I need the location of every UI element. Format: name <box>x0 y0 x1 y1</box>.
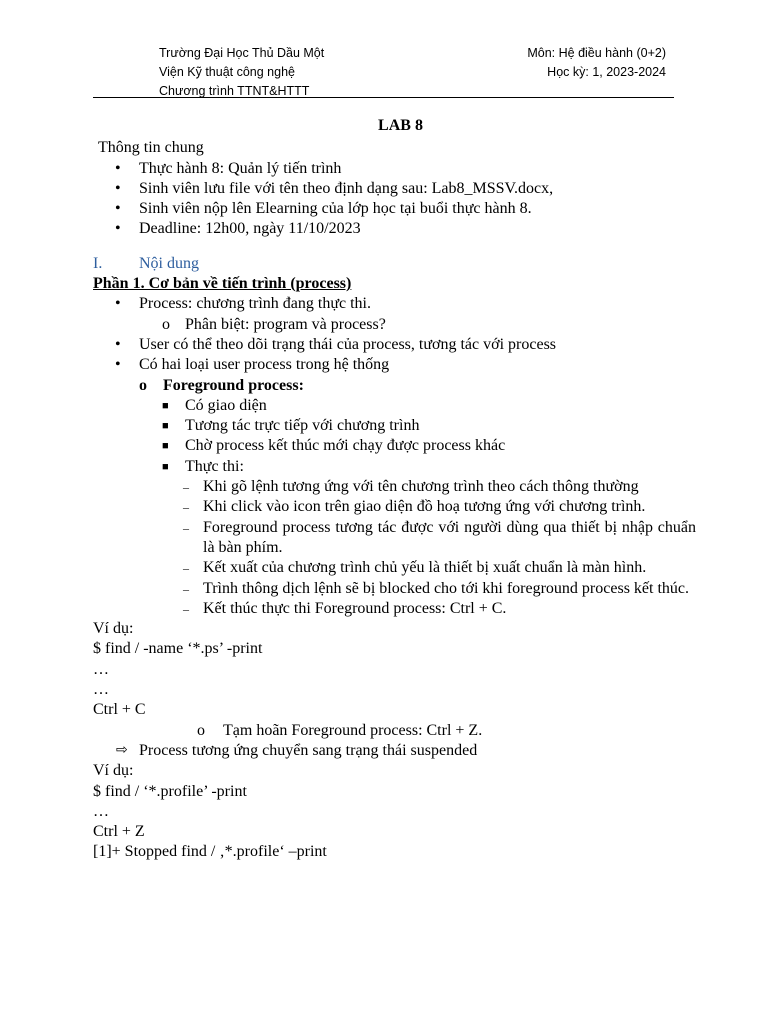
code-line: … <box>93 681 109 699</box>
code-line: Ctrl + C <box>93 701 146 719</box>
header-divider <box>93 97 674 98</box>
bullet-icon: • <box>115 179 121 197</box>
list-item: ⇨ Process tương ứng chuyển sang trạng thái suspended <box>93 741 696 761</box>
list-item: • Deadline: 12h00, ngày 11/10/2023 <box>93 219 696 239</box>
header-right <box>527 44 666 82</box>
bullet-icon: • <box>115 356 121 374</box>
bullet-icon: • <box>115 200 121 218</box>
code-line: $ find / ‘*.profile’ -print <box>93 782 247 800</box>
section-heading <box>93 254 696 274</box>
dash-bullet-icon: – <box>183 561 189 576</box>
section-numeral: I. <box>93 254 103 272</box>
list-item: – Trình thông dịch lệnh sẽ bị blocked cho tới khi foreground process kết thúc. <box>93 579 696 599</box>
list-item: – Kết thúc thực thi Foreground process: Ctrl + C. <box>93 599 696 619</box>
part1-heading: Phần 1. Cơ bản về tiến trình (process) <box>93 275 352 293</box>
dash-bullet-icon: – <box>183 581 189 596</box>
list-item: – Foreground process tương tác được với người dùng qua thiết bị nhập chuẩn là bàn phím. <box>183 518 696 556</box>
list-item: ■ Thực thi: <box>93 457 696 477</box>
list-item: – Khi click vào icon trên giao diện đồ hoạ tương ứng với chương trình. <box>93 497 696 517</box>
university-name: Trường Đại Học Thủ Dầu Một <box>159 46 325 60</box>
header-left <box>159 44 324 101</box>
dash-bullet-icon: – <box>183 480 189 495</box>
institute-name: Viện Kỹ thuật công nghệ <box>159 65 295 79</box>
document-body <box>93 110 696 863</box>
square-bullet-icon: ■ <box>162 440 169 453</box>
list-item: • Sinh viên nộp lên Elearning của lớp học tại buổi thực hành 8. <box>93 199 696 219</box>
list-item: • Có hai loại user process trong hệ thống <box>93 355 696 375</box>
bullet-icon: • <box>115 295 121 313</box>
arrow-right-icon: ⇨ <box>116 742 128 758</box>
square-bullet-icon: ■ <box>162 460 169 473</box>
dash-bullet-icon: – <box>183 500 189 515</box>
list-item: • Thực hành 8: Quản lý tiến trình <box>93 159 696 179</box>
circle-bullet-icon: o <box>162 315 170 333</box>
example-label: Ví dụ: <box>93 762 134 780</box>
circle-bullet-icon: o <box>197 721 205 739</box>
list-item: • Process: chương trình đang thực thi. <box>93 294 696 314</box>
list-item: ■ Có giao diện <box>93 396 696 416</box>
list-item: – Khi gõ lệnh tương ứng với tên chương trình theo cách thông thường <box>93 477 696 497</box>
dash-bullet-icon: – <box>183 520 189 535</box>
square-bullet-icon: ■ <box>162 399 169 412</box>
square-bullet-icon: ■ <box>162 420 169 433</box>
semester: Học kỳ: 1, 2023-2024 <box>547 65 666 79</box>
general-heading: Thông tin chung <box>98 139 204 157</box>
program-name: Chương trình TTNT&HTTT <box>159 84 310 98</box>
code-line: Ctrl + Z <box>93 823 145 841</box>
list-item: o Phân biệt: program và process? <box>93 315 696 335</box>
bullet-icon: • <box>115 335 121 353</box>
code-line: [1]+ Stopped find / ‚*.profile‘ –print <box>93 843 327 861</box>
bullet-icon: • <box>115 220 121 238</box>
list-item: ■ Chờ process kết thúc mới chạy được process khác <box>93 436 696 456</box>
code-line: … <box>93 802 109 820</box>
list-item: – Kết xuất của chương trình chủ yếu là thiết bị xuất chuẩn là màn hình. <box>93 558 696 578</box>
list-item: • Sinh viên lưu file với tên theo định dạng sau: Lab8_MSSV.docx, <box>93 179 696 199</box>
code-line: … <box>93 660 109 678</box>
doc-title: LAB 8 <box>378 117 423 134</box>
code-line: $ find / -name ‘*.ps’ -print <box>93 640 263 658</box>
dash-bullet-icon: – <box>183 601 189 616</box>
example-label: Ví dụ: <box>93 620 134 638</box>
list-item: • User có thể theo dõi trạng thái của process, tương tác với process <box>93 335 696 355</box>
list-item: o Tạm hoãn Foreground process: Ctrl + Z. <box>93 721 696 741</box>
bullet-icon: • <box>115 159 121 177</box>
section-title: Nội dung <box>139 254 199 272</box>
foreground-heading: o Foreground process: <box>93 376 696 396</box>
course-name: Môn: Hệ điều hành (0+2) <box>527 46 666 60</box>
list-item: ■ Tương tác trực tiếp với chương trình <box>93 416 696 436</box>
circle-bullet-icon: o <box>139 376 147 394</box>
